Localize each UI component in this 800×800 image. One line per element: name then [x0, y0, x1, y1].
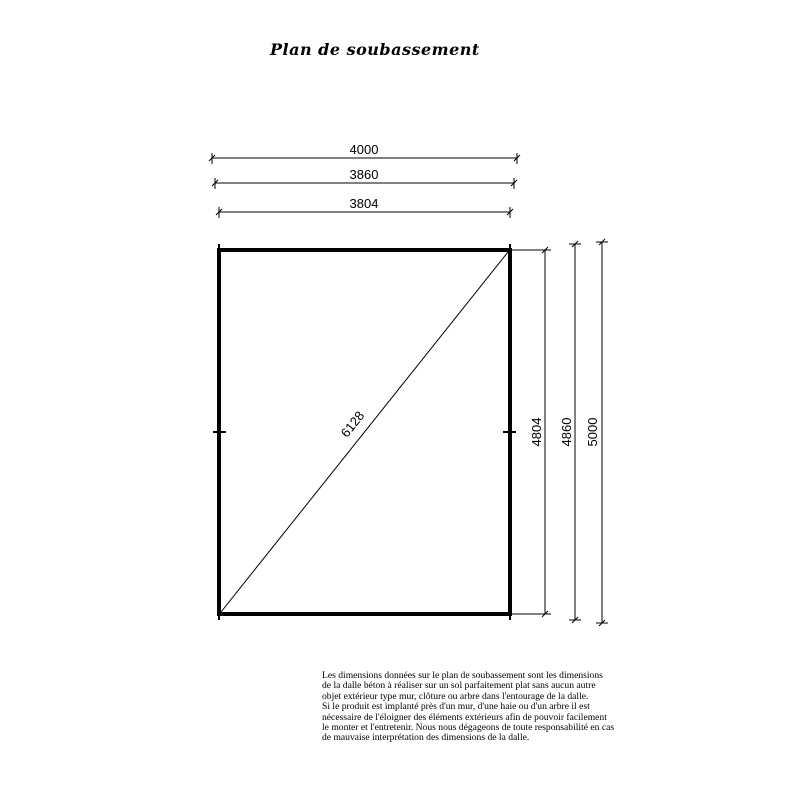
dimension-top-middle: 3860: [349, 167, 379, 182]
dimension-right-middle: 4860: [559, 417, 574, 447]
note-line: nécessaire de l'éloigner des éléments extérieurs afin de pouvoir facilement: [322, 711, 607, 723]
dimension-right-outer: 5000: [585, 417, 600, 447]
disclaimer-note: [322, 671, 667, 744]
page-title: Plan de soubassement: [270, 40, 480, 59]
note-line: le monter et l'entretenir. Nous nous dégageons de toute responsabilité en cas: [322, 722, 615, 734]
note-line: Si le produit est implanté près d'un mur, d'une haie ou d'un arbre il est: [322, 701, 590, 713]
dimension-top-outer: 4000: [349, 142, 379, 157]
note-line: Les dimensions données sur le plan de soubassement sont les dimensions: [322, 670, 603, 681]
dimension-top-inner: 3804: [349, 196, 379, 211]
diagonal-label: 6128: [337, 408, 368, 441]
note-line: objet extérieur type mur, clôture ou arbre dans l'entourage de la dalle.: [322, 690, 589, 702]
note-line: de mauvaise interprétation des dimensions de la dalle.: [322, 732, 530, 744]
note-line: de la dalle béton à réaliser sur un sol parfaitement plat sans aucun autre: [322, 680, 596, 692]
diagonal-line: [221, 252, 508, 612]
dimension-right-inner: 4804: [529, 417, 544, 447]
